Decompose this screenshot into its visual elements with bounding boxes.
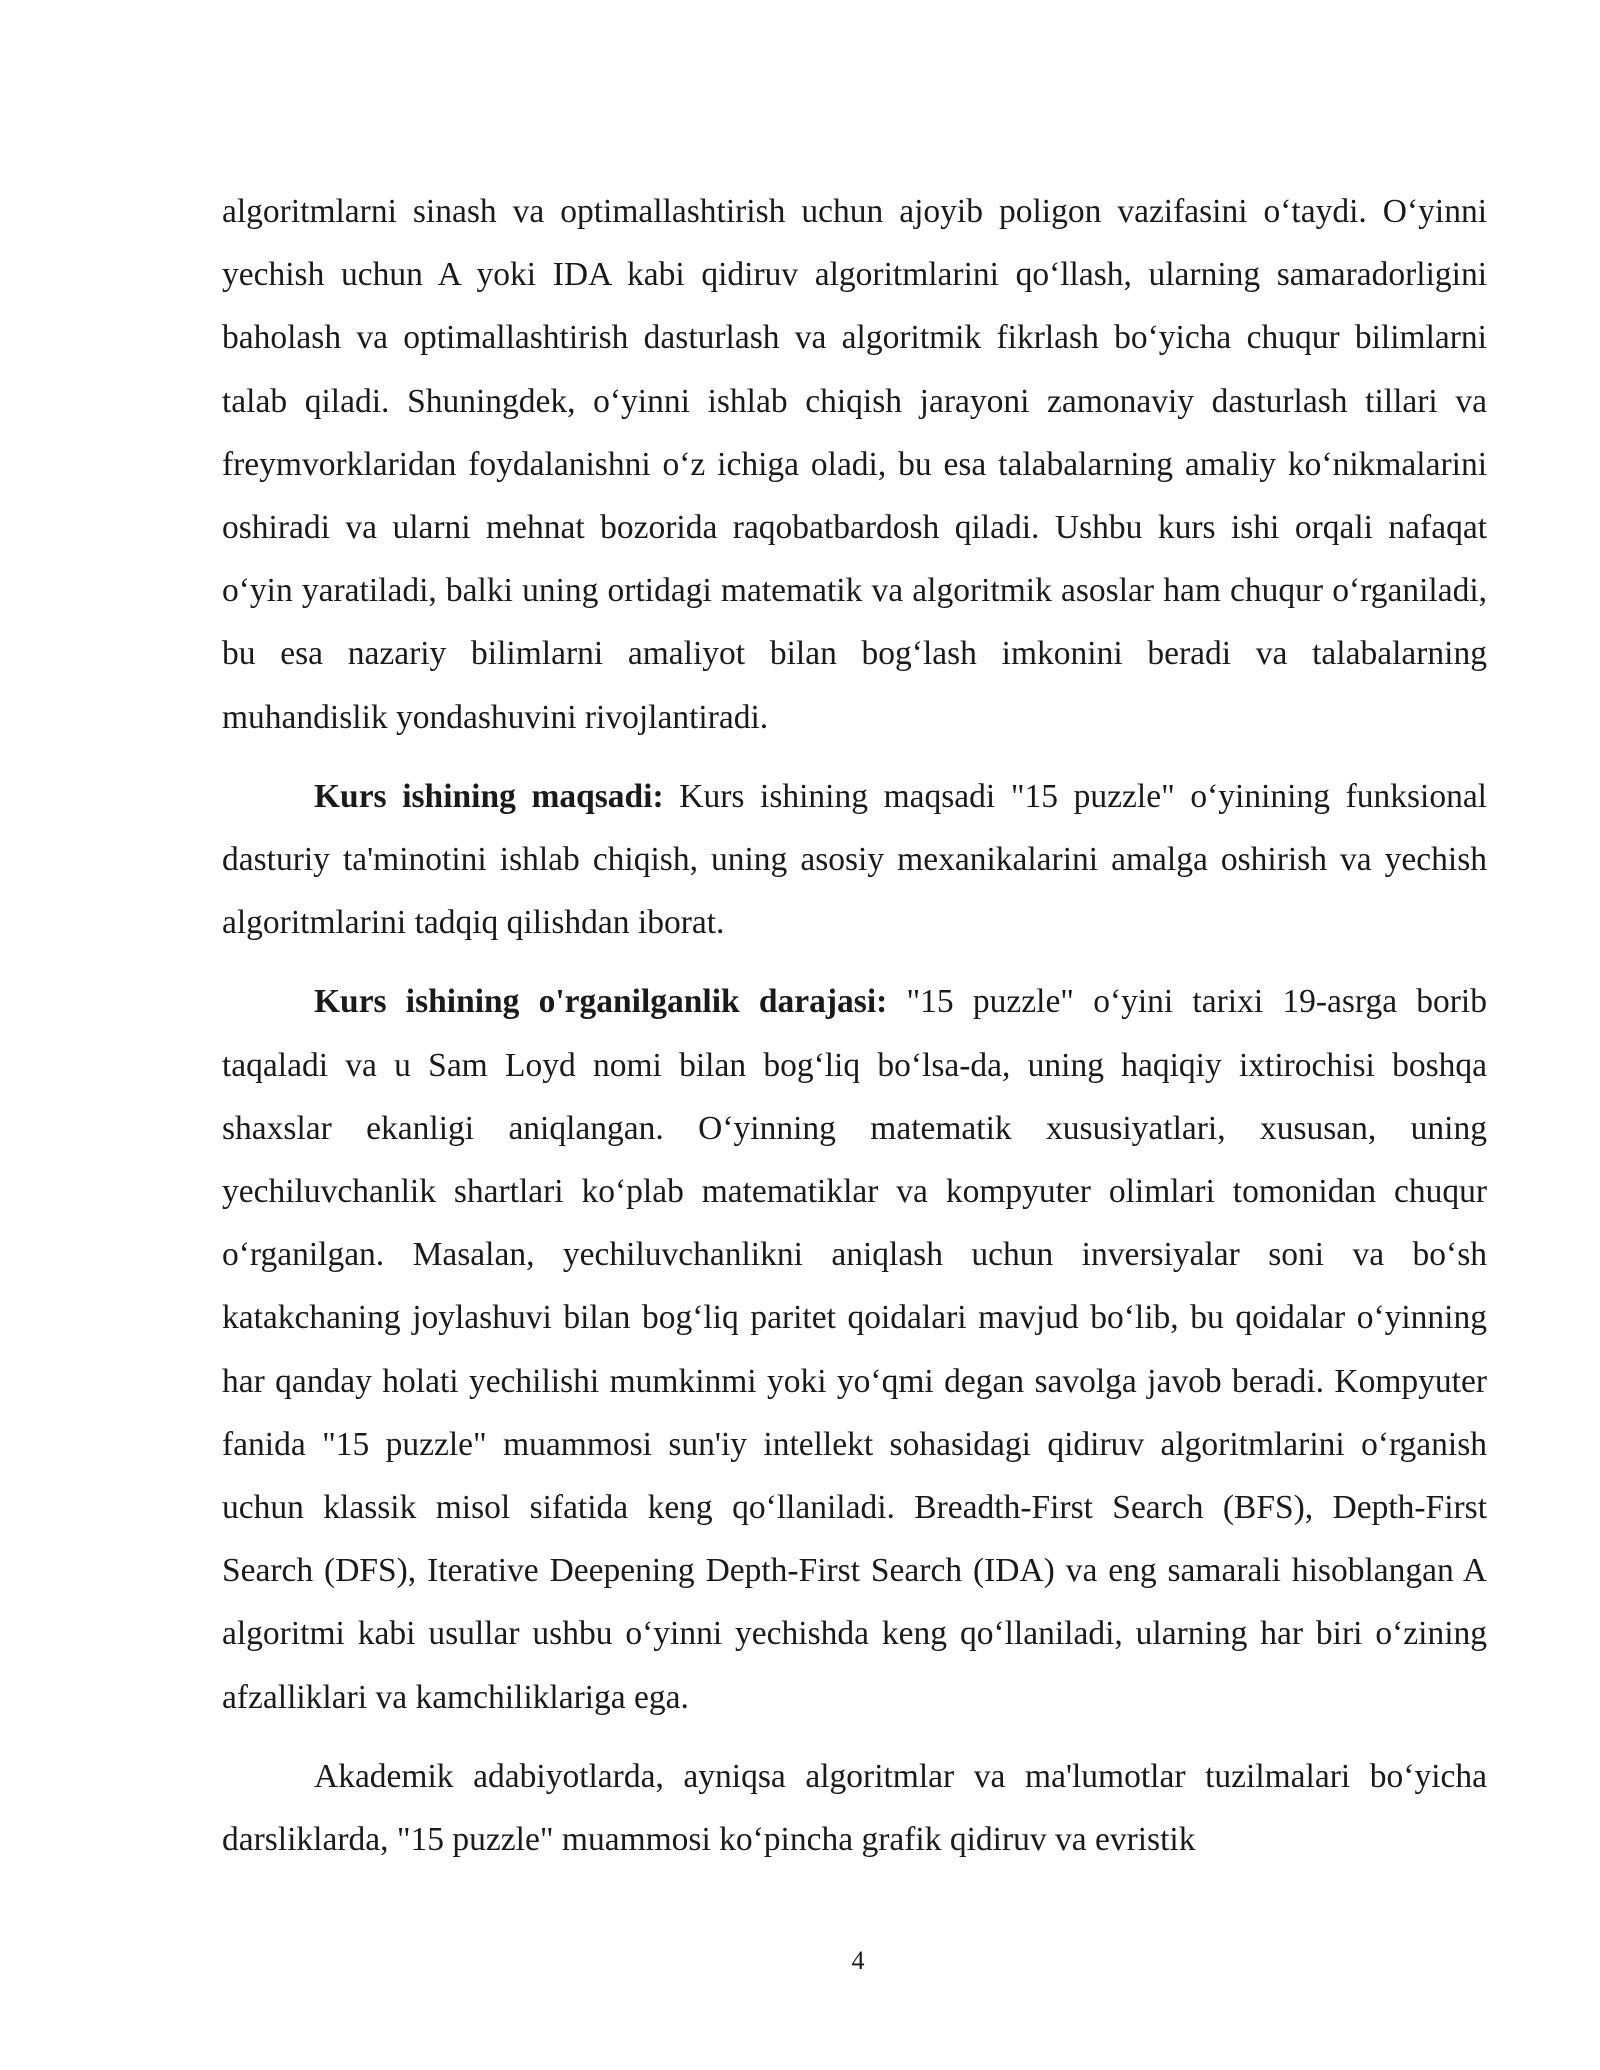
- page-number: 4: [851, 1946, 865, 1975]
- paragraph-academic-literature: [222, 1745, 1487, 1871]
- paragraph-continuation: [222, 180, 1487, 749]
- paragraph-study-level: [222, 970, 1487, 1728]
- paragraph-course-goal: [222, 765, 1487, 955]
- paragraph-heading: Kurs ishining maqsadi:: [314, 777, 664, 815]
- paragraph-text: algoritmlarni sinash va optimallashtirish uchun ajoyib poligon vazifasini o‘taydi. O‘yinni yechish uchun A yoki IDA kabi qidiruv algoritmlarini qo‘llash, ularning samaradorligini baholash va optimallashtirish dasturlash va algoritmik fikrlash bo‘yicha chuqur bilimlarni talab qiladi. Shuningdek, o‘yinni ishlab chiqish jarayoni zamonaviy dasturlash tillari va freymvorklaridan foydalanishni o‘z ichiga oladi, bu esa talabalarning amaliy ko‘nikmalarini oshiradi va ularni mehnat bozorida raqobatbardosh qiladi. Ushbu kurs ishi orqali nafaqat o‘yin yaratiladi, balki uning ortidagi matematik va algoritmik asoslar ham chuqur o‘rganiladi, bu esa nazariy bilimlarni amaliyot bilan bog‘lash imkonini beradi va talabalarning muhandislik yondashuvini rivojlantiradi.: [222, 193, 1487, 736]
- paragraph-text: Akademik adabiyotlarda, ayniqsa algoritmlar va ma'lumotlar tuzilmalari bo‘yicha darsliklarda, "15 puzzle" muammosi ko‘pincha grafik qidiruv va evristik: [222, 1757, 1487, 1859]
- paragraph-text: Kurs ishining maqsadi "15 puzzle" o‘yinining funksional dasturiy ta'minotini ishlab chiqish, uning asosiy mexanikalarini amalga oshirish va yechish algoritmlarini tadqiq qilishdan iborat.: [222, 777, 1487, 942]
- paragraph-text: "15 puzzle" o‘yini tarixi 19-asrga borib taqaladi va u Sam Loyd nomi bilan bog‘liq bo‘lsa-da, uning haqiqiy ixtirochisi boshqa shaxslar ekanligi aniqlangan. O‘yinning matematik xususiyatlari, xususan, uning yechiluvchanlik shartlari ko‘plab matematiklar va kompyuter olimlari tomonidan chuqur o‘rganilgan. Masalan, yechiluvchanlikni aniqlash uchun inversiyalar soni va bo‘sh katakchaning joylashuvi bilan bog‘liq paritet qoidalari mavjud bo‘lib, bu qoidalar o‘yinning har qanday holati yechilishi mumkinmi yoki yo‘qmi degan savolga javob beradi. Kompyuter fanida "15 puzzle" muammosi sun'iy intellekt sohasidagi qidiruv algoritmlarini o‘rganish uchun klassik misol sifatida keng qo‘llaniladi. Breadth-First Search (BFS), Depth-First Search (DFS), Iterative Deepening Depth-First Search (IDA) va eng samarali hisoblangan A algoritmi kabi usullar ushbu o‘yinni yechishda keng qo‘llaniladi, ularning har biri o‘zining afzalliklari va kamchiliklariga ega.: [222, 983, 1487, 1716]
- page-body: [222, 180, 1487, 1871]
- paragraph-heading: Kurs ishining o'rganilganlik darajasi:: [314, 983, 888, 1021]
